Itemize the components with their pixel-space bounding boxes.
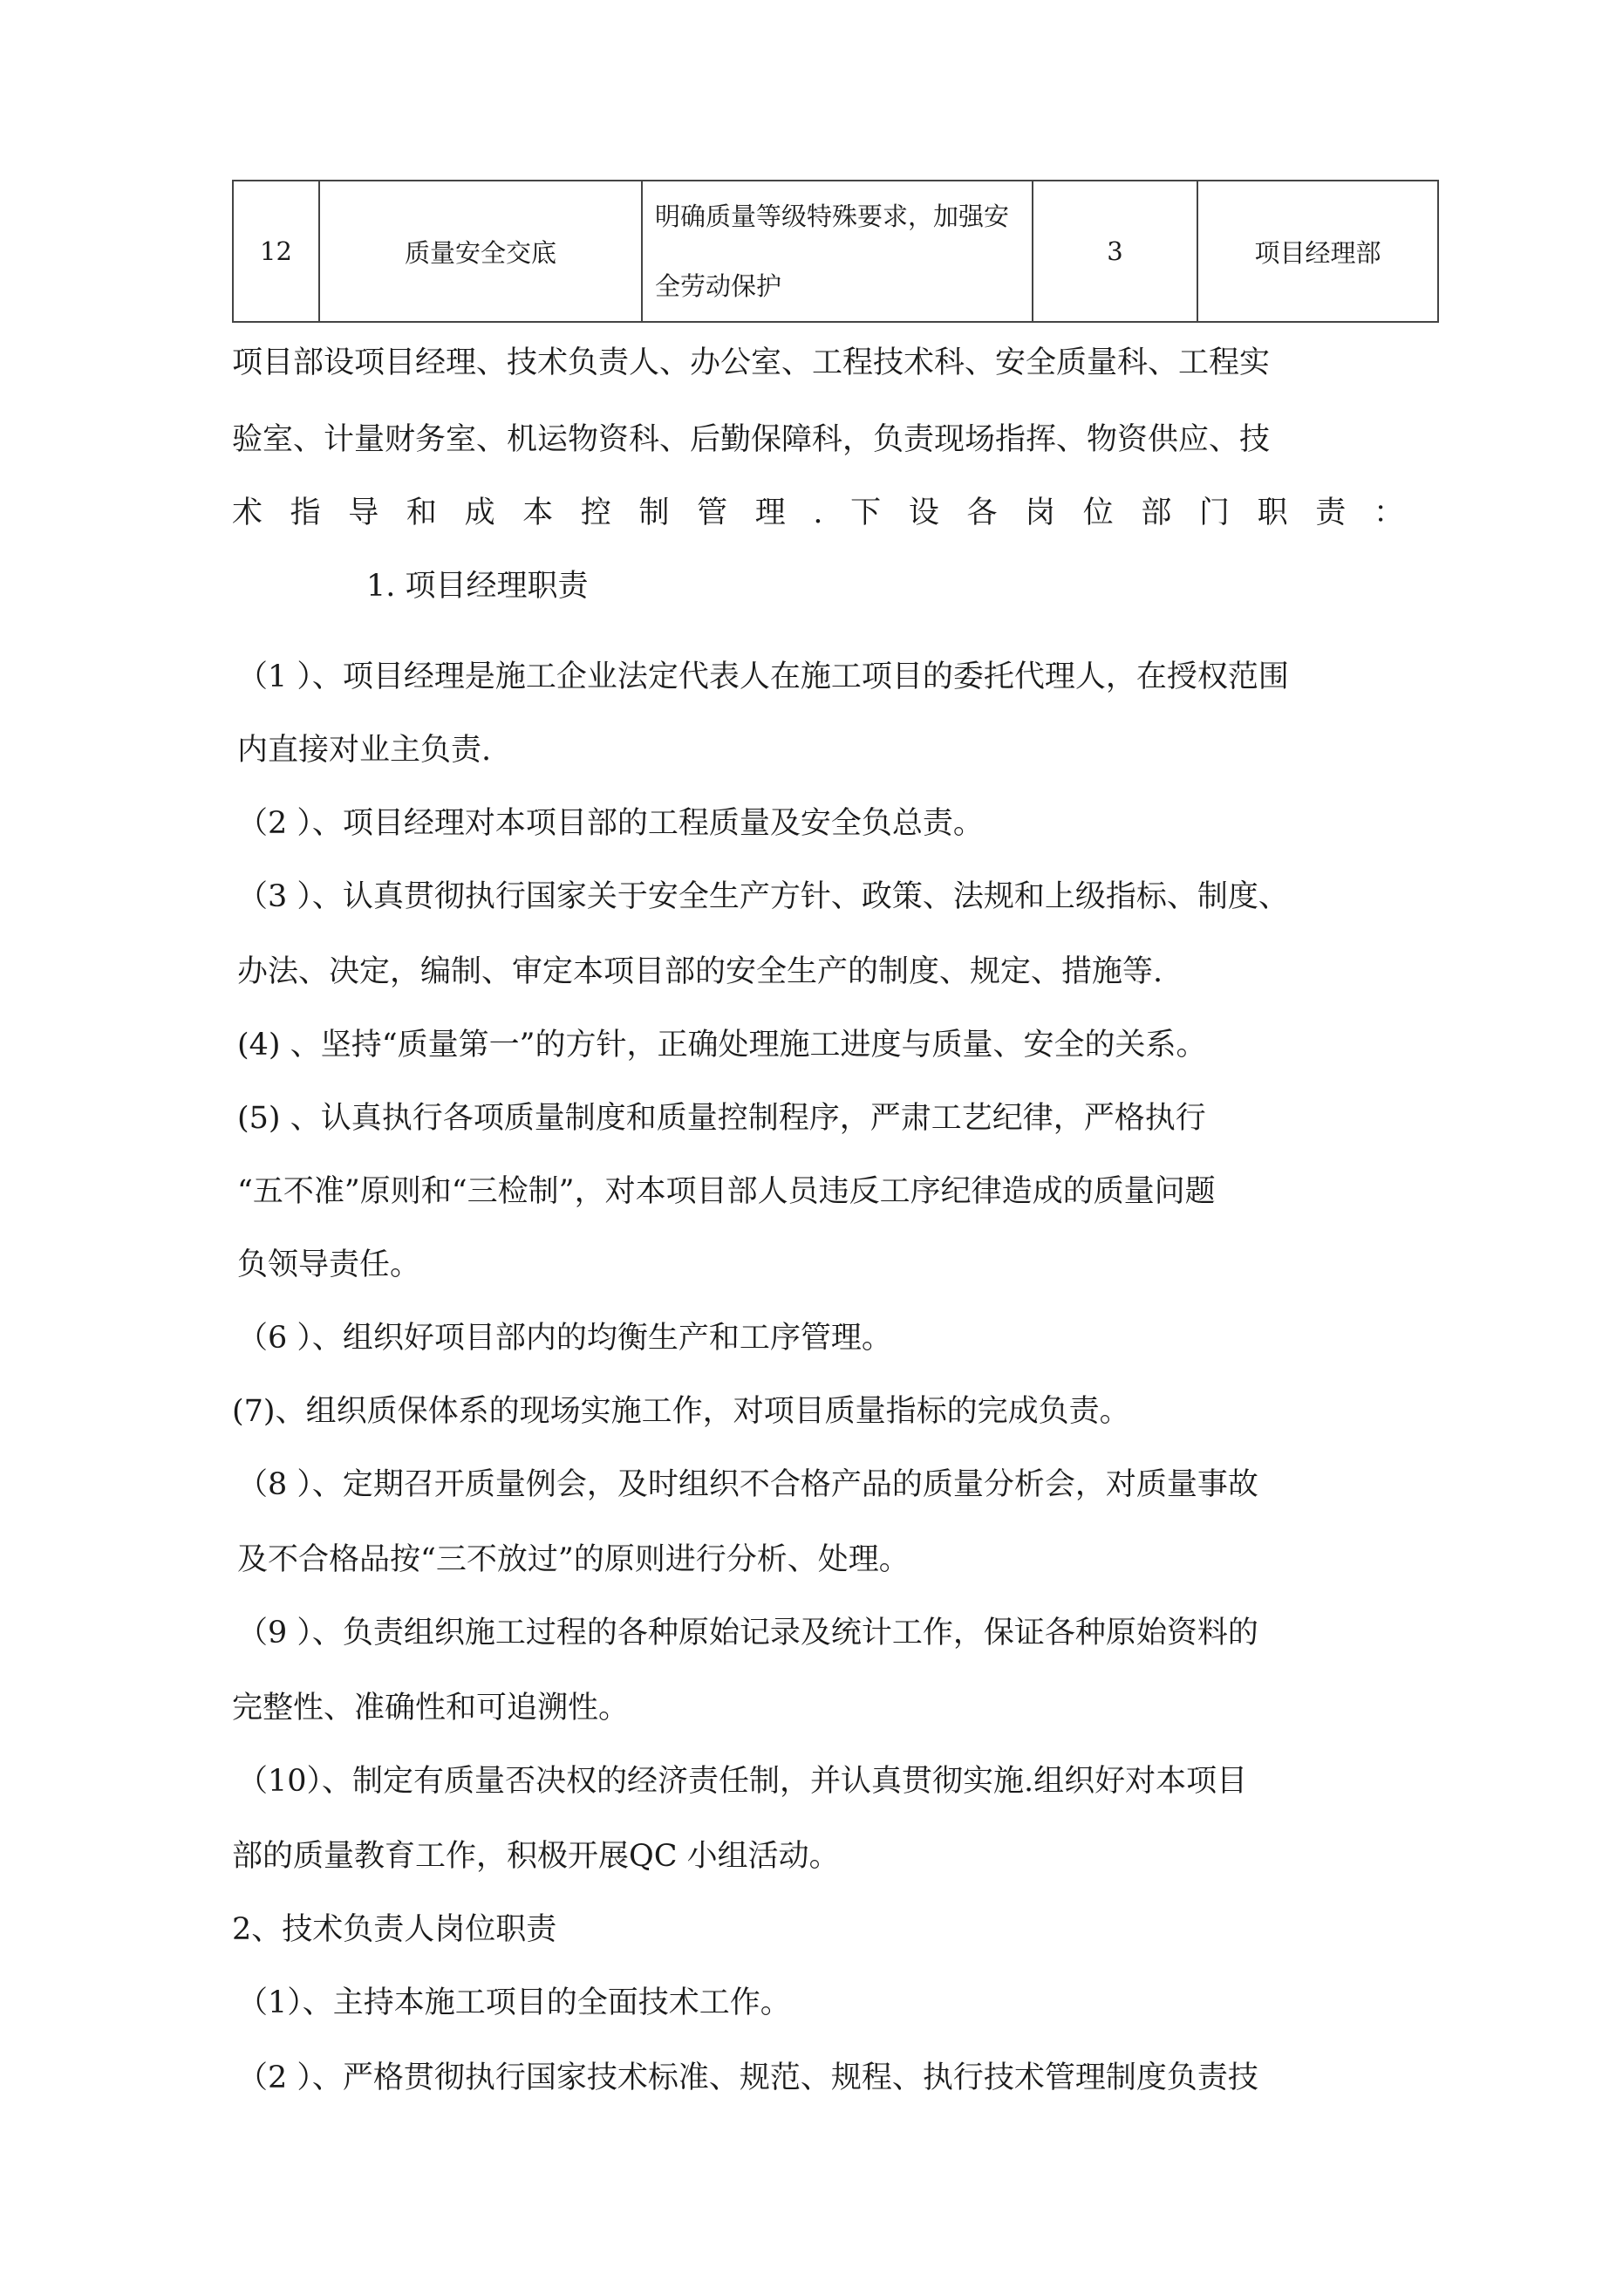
intro-char: ： (1373, 495, 1404, 530)
intro-char: 门 (1199, 495, 1231, 530)
intro-line: 项目部设项目经理、技术负责人、办公室、工程技术科、安全质量科、工程实 (232, 345, 1271, 380)
intro-char: 下 (850, 495, 882, 530)
duty-item-line: （1）、主持本施工项目的全面技术工作。 (237, 1985, 791, 2020)
section-heading: 2、技术负责人岗位职责 (232, 1912, 557, 1947)
intro-char: 责 (1315, 495, 1347, 530)
duty-item-line: （3 ）、认真贯彻执行国家关于安全生产方针、政策、法规和上级指标、制度、 (237, 879, 1289, 914)
table-cell-count: 3 (1033, 181, 1197, 322)
table-cell-dept: 项目经理部 (1197, 181, 1438, 322)
intro-line: 验室、计量财务室、机运物资科、后勤保障科，负责现场指挥、物资供应、技 (232, 422, 1271, 457)
intro-char: 制 (638, 495, 670, 530)
intro-char: 各 (966, 495, 998, 530)
intro-char: 导 (348, 495, 379, 530)
intro-char: 位 (1082, 495, 1114, 530)
duty-item-line: 及不合格品按“三不放过”的原则进行分析、处理。 (237, 1542, 910, 1577)
intro-char: 本 (522, 495, 554, 530)
intro-char: . (813, 495, 823, 530)
duty-item-line: (4) 、坚持“质量第一”的方针，正确处理施工进度与质量、安全的关系。 (237, 1028, 1207, 1063)
duty-item-line: (5) 、认真执行各项质量制度和质量控制程序，严肃工艺纪律，严格执行 (237, 1101, 1206, 1136)
duty-item-line: （10）、制定有质量否决权的经济责任制，并认真贯彻实施.组织好对本项目 (237, 1764, 1248, 1799)
intro-char: 部 (1141, 495, 1172, 530)
duty-item-line: （9 ）、负责组织施工过程的各种原始记录及统计工作，保证各种原始资料的 (237, 1616, 1258, 1650)
duty-item-line: (7)、组织质保体系的现场实施工作，对项目质量指标的完成负责。 (232, 1394, 1130, 1429)
table-cell-item: 质量安全交底 (319, 181, 642, 322)
intro-char: 管 (697, 495, 728, 530)
intro-char: 成 (464, 495, 495, 530)
duty-item-line: （2 ）、项目经理对本项目部的工程质量及安全负总责。 (237, 806, 984, 841)
duty-item-line: 部的质量教育工作，积极开展QC 小组活动。 (232, 1839, 840, 1874)
duty-item-line: 内直接对业主负责. (237, 733, 492, 768)
distribution-table (232, 180, 1439, 323)
intro-char: 控 (580, 495, 611, 530)
duty-item-line: （6 ）、组织好项目部内的均衡生产和工序管理。 (237, 1321, 892, 1356)
intro-line-justified (232, 495, 1404, 530)
duty-item-line: （8 ）、定期召开质量例会，及时组织不合格产品的质量分析会，对质量事故 (237, 1467, 1258, 1502)
table-cell-no: 12 (233, 181, 319, 322)
intro-char: 和 (406, 495, 437, 530)
table-row (233, 181, 1438, 322)
duty-item-line: 办法、决定，编制、审定本项目部的安全生产的制度、规定、措施等. (237, 954, 1163, 989)
intro-char: 岗 (1025, 495, 1056, 530)
duty-item-line: 负领导责任。 (237, 1247, 421, 1282)
intro-char: 指 (290, 495, 321, 530)
intro-char: 术 (232, 495, 263, 530)
duty-item-line: 完整性、准确性和可追溯性。 (232, 1691, 630, 1725)
duty-item-line: “五不准”原则和“三检制”，对本项目部人员违反工序纪律造成的质量问题 (237, 1174, 1216, 1209)
duty-item-line: （2 ）、严格贯彻执行国家技术标准、规范、规程、执行技术管理制度负责技 (237, 2060, 1258, 2095)
intro-char: 理 (754, 495, 786, 530)
duty-item-line: （1 ）、项目经理是施工企业法定代表人在施工项目的委托代理人，在授权范围 (237, 659, 1289, 694)
intro-char: 设 (908, 495, 939, 530)
section-heading: 1. 项目经理职责 (366, 569, 589, 604)
table-cell-content: 明确质量等级特殊要求，加强安全劳动保护 (642, 181, 1033, 322)
intro-char: 职 (1257, 495, 1288, 530)
